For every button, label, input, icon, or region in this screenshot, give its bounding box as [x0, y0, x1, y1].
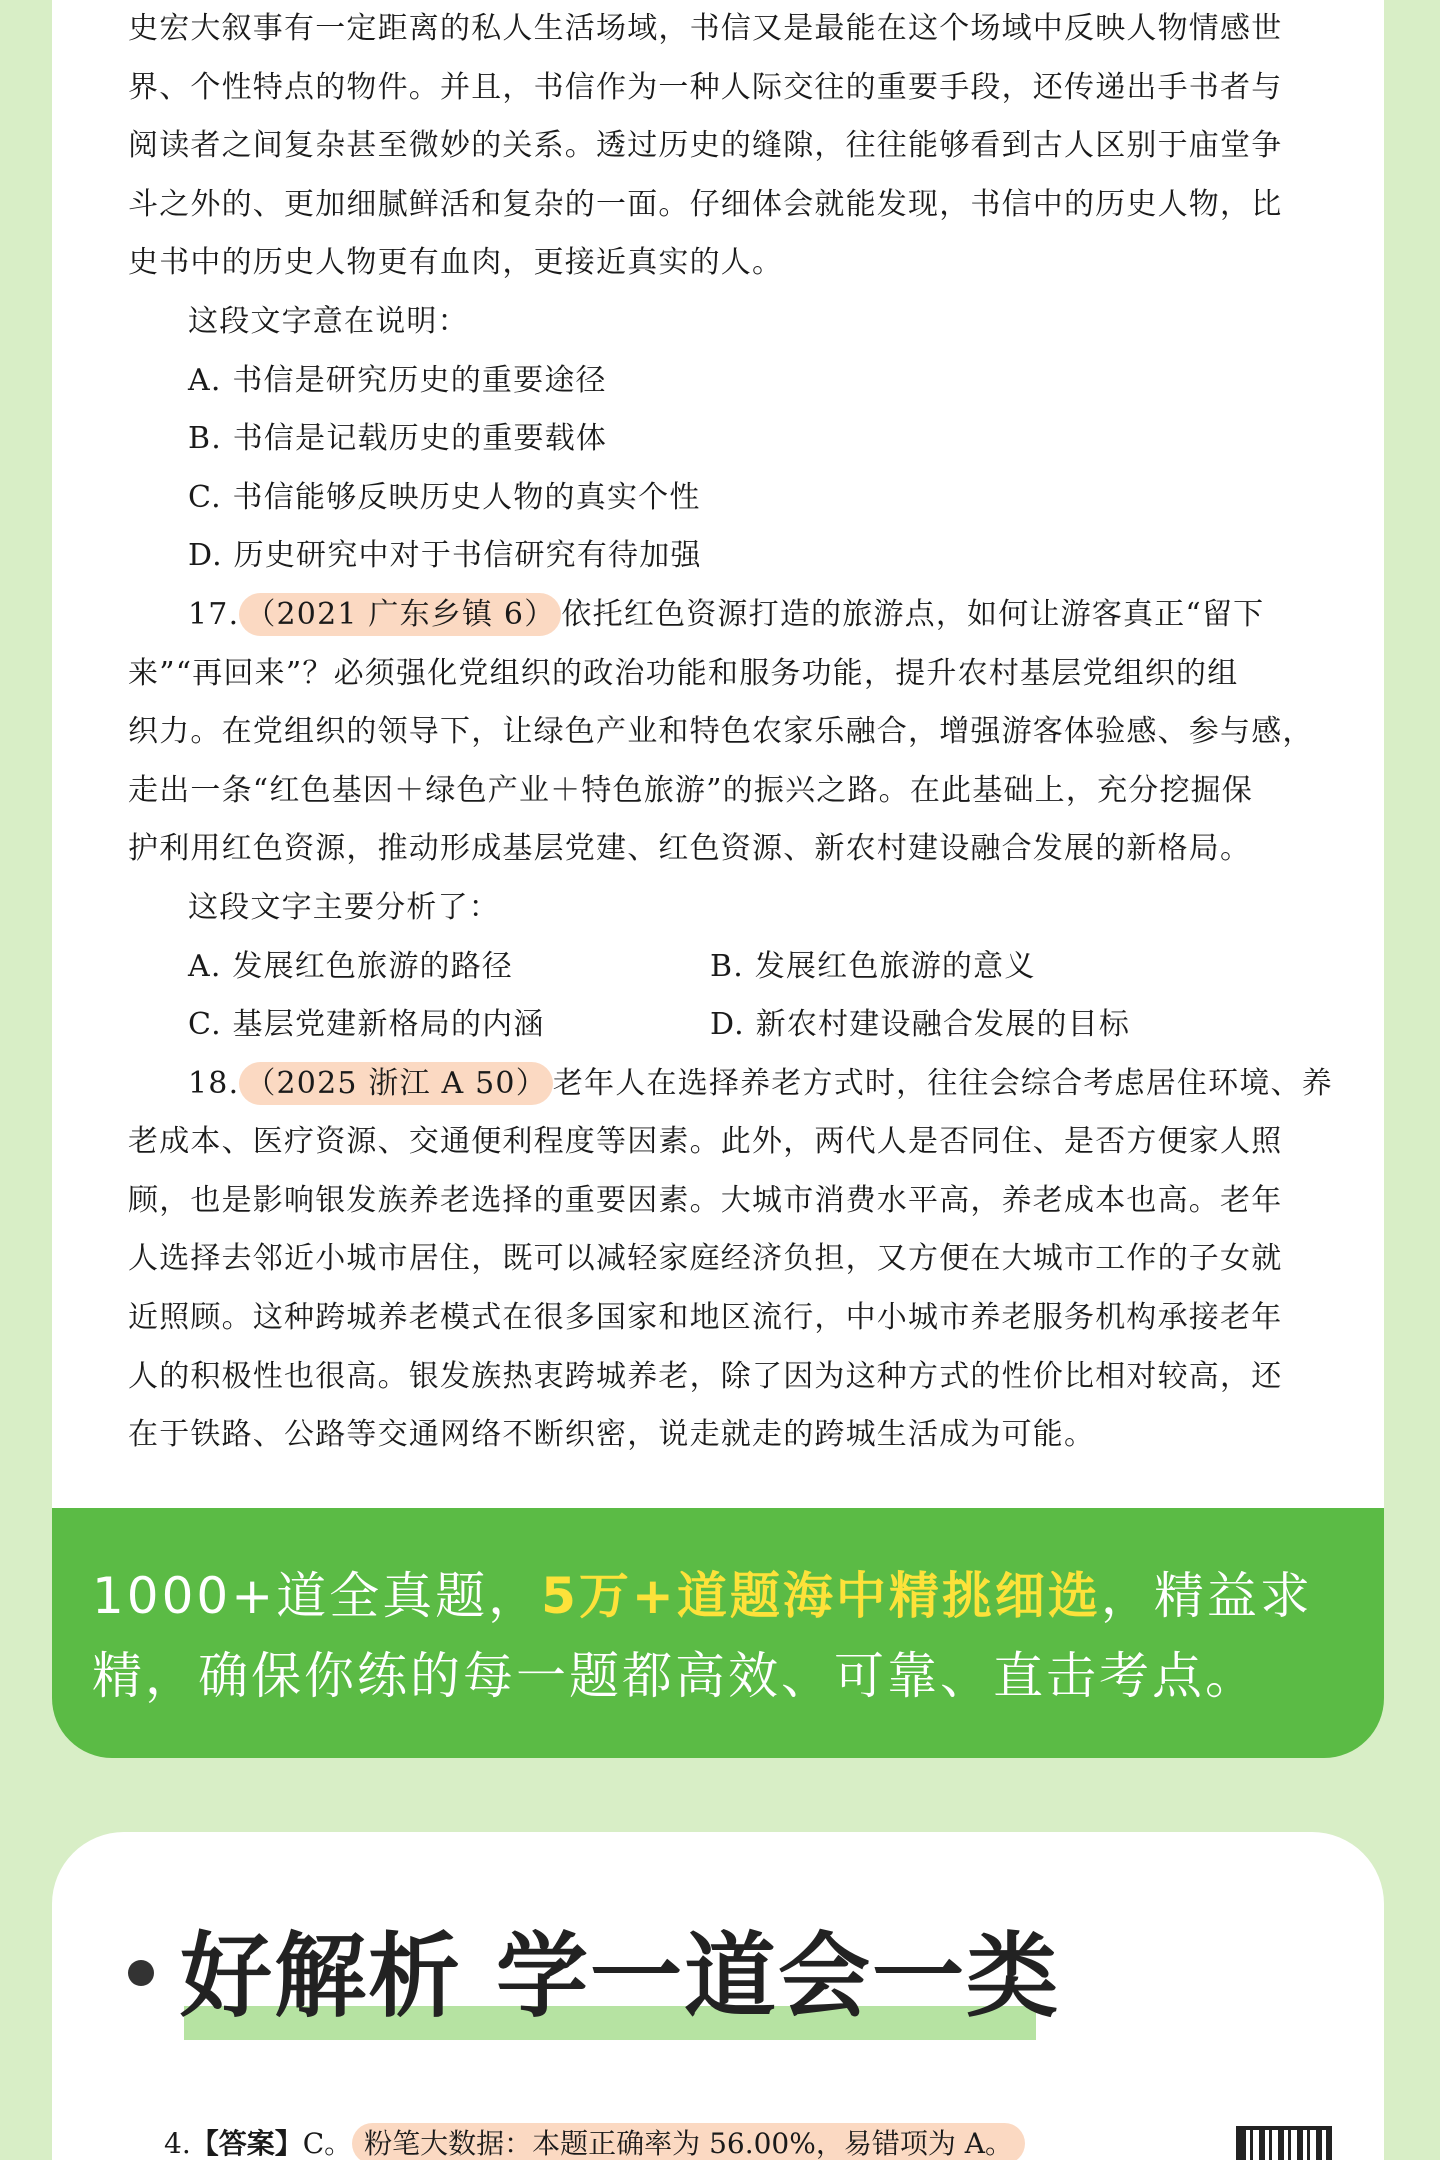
q17-line: 来”“再回来”？必须强化党组织的政治功能和服务功能，提升农村基层党组织的组 [128, 655, 1239, 691]
q17-option-b: B. 发展红色旅游的意义 [710, 948, 1036, 984]
q16-option-a: A. 书信是研究历史的重要途径 [188, 362, 607, 398]
q16-line: 界、个性特点的物件。并且，书信作为一种人际交往的重要手段，还传递出手书者与 [128, 69, 1283, 105]
q17-option-c: C. 基层党建新格局的内涵 [188, 1007, 545, 1043]
q18-line: 近照顾。这种跨城养老模式在很多国家和地区流行，中小城市养老服务机构承接老年 [128, 1300, 1283, 1336]
q16-prompt: 这段文字意在说明： [188, 303, 469, 339]
q17-first-line [128, 586, 1308, 645]
qr-code-icon[interactable] [1236, 2126, 1332, 2160]
promo-part-1: 1000+道全真题， [92, 1567, 542, 1625]
q17-source-tag: （2021 广东乡镇 6） [239, 593, 561, 636]
q17-option-d: D. 新农村建设融合发展的目标 [710, 1007, 1131, 1043]
q18-line: 在于铁路、公路等交通网络不断织密，说走就走的跨城生活成为可能。 [128, 1417, 1096, 1453]
answer-stat-tag: 粉笔大数据：本题正确率为 56.00%，易错项为 A。 [352, 2123, 1025, 2160]
q18-first-text: 老年人在选择养老方式时，往往会综合考虑居住环境、养 [552, 1065, 1333, 1101]
q17-options-row [128, 996, 1308, 1055]
q16-option-b: B. 书信是记载历史的重要载体 [188, 421, 608, 457]
q17-line: 护利用红色资源，推动形成基层党建、红色资源、新农村建设融合发展的新格局。 [128, 831, 1252, 867]
promo-banner-text [92, 1556, 1352, 1716]
q18-line: 老成本、医疗资源、交通便利程度等因素。此外，两代人是否同住、是否方便家人照 [128, 1124, 1283, 1160]
q17-line: 走出一条“红色基因＋绿色产业＋特色旅游”的振兴之路。在此基础上，充分挖掘保 [128, 772, 1254, 808]
promo-line-1 [92, 1556, 1352, 1636]
q17-number: 17. [188, 596, 240, 632]
q16-option-c: C. 书信能够反映历史人物的真实个性 [188, 479, 701, 515]
q16-option-d: D. 历史研究中对于书信研究有待加强 [188, 538, 702, 574]
q16-line: 史书中的历史人物更有血肉，更接近真实的人。 [128, 245, 784, 281]
q16-line: 斗之外的、更加细腻鲜活和复杂的一面。仔细体会就能发现，书信中的历史人物，比 [128, 186, 1283, 222]
q18-first-line [128, 1055, 1333, 1114]
q16-line: 史宏大叙事有一定距离的私人生活场域，书信又是最能在这个场域中反映人物情感世 [128, 11, 1283, 46]
q18-line: 顾，也是影响银发族养老选择的重要因素。大城市消费水平高，养老成本也高。老年 [128, 1182, 1283, 1218]
answer-line [164, 2122, 1025, 2160]
promo-line-2: 精，确保你练的每一题都高效、可靠、直击考点。 [92, 1647, 1258, 1705]
promo-highlight: 5万+道题海中精挑细选 [541, 1567, 1101, 1625]
q18-source-tag: （2025 浙江 A 50） [239, 1062, 553, 1105]
question-text-block [128, 0, 1333, 1465]
q17-first-text: 依托红色资源打造的旅游点，如何让游客真正“留下 [561, 596, 1265, 632]
q18-number: 18. [188, 1065, 240, 1101]
answer-value: C。 [302, 2127, 353, 2160]
section-title: 好解析 学一道会一类 [180, 1923, 1061, 2030]
q17-line: 织力。在党组织的领导下，让绿色产业和特色农家乐融合，增强游客体验感、参与感， [128, 714, 1314, 750]
q17-prompt: 这段文字主要分析了： [188, 889, 500, 925]
answer-number: 4. [164, 2127, 191, 2160]
q17-options-row [128, 938, 1308, 997]
bullet-dot-icon [128, 1960, 154, 1986]
q17-option-a: A. 发展红色旅游的路径 [188, 948, 514, 984]
answer-label: 【答案】 [190, 2127, 303, 2160]
q16-line: 阅读者之间复杂甚至微妙的关系。透过历史的缝隙，往往能够看到古人区别于庙堂争 [128, 128, 1283, 164]
promo-part-2: ，精益求 [1100, 1567, 1313, 1625]
q18-line: 人选择去邻近小城市居住，既可以减轻家庭经济负担，又方便在大城市工作的子女就 [128, 1241, 1283, 1277]
q18-line: 人的积极性也很高。银发族热衷跨城养老，除了因为这种方式的性价比相对较高，还 [128, 1358, 1283, 1394]
